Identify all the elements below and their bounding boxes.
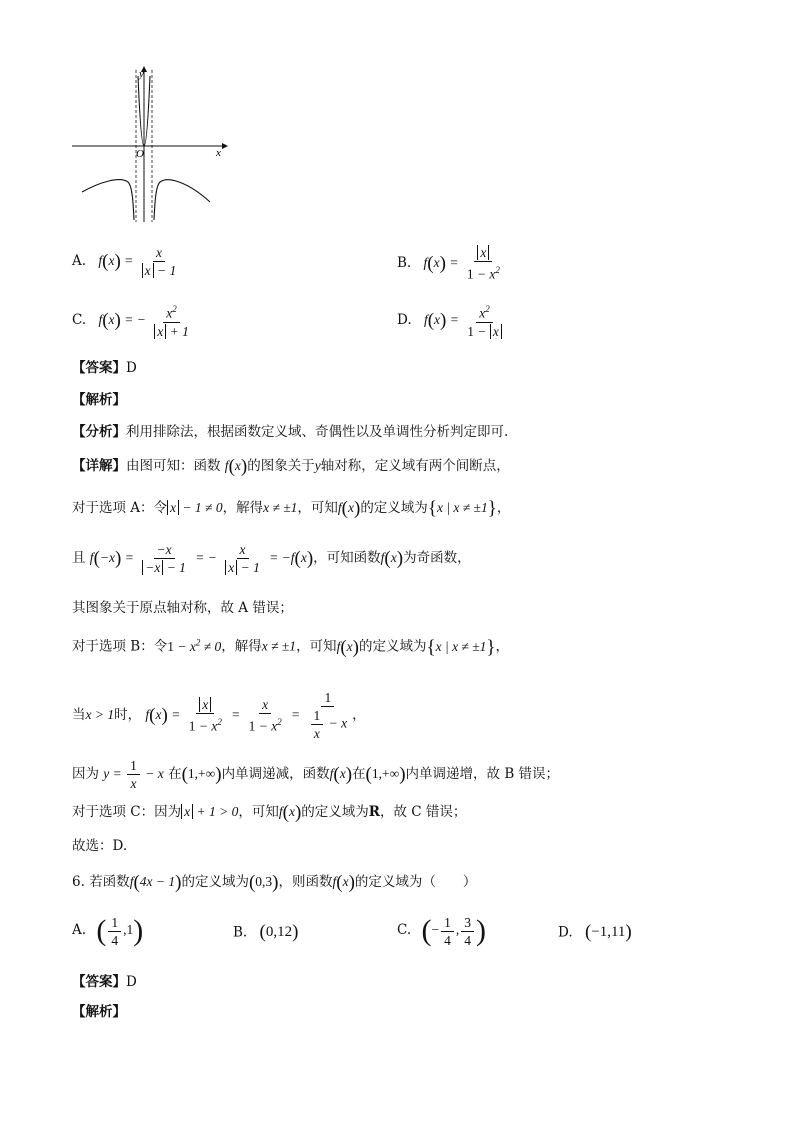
x-axis-label: x xyxy=(216,147,221,159)
q5-line-a2: 且 f(−x) = $\frac{-x}{-x - 1}$ = − $\frac{x}{x - 1}$ = −f(x)，可知函数f(x)为奇函数， xyxy=(72,542,471,575)
q6-stem: 6. 若函数f(4x − 1)的定义域为(0,3)，则函数f(x)的定义域为（ ） xyxy=(72,871,477,893)
q6-option-a[interactable]: A. ( $\frac{1}{4}$ ,1) xyxy=(72,914,144,948)
q5-line-a1: 对于选项 A：令 x − 1 ≠ 0，解得x ≠ ±1，可知f(x)的定义域为{x | x ≠ ±1}， xyxy=(72,497,511,519)
q5-line-b1: 对于选项 B：令$1 - x^2 \ne 0$，解得x ≠ ±1，可知f(x)的定义域为{x | x ≠ ±1}， xyxy=(72,636,509,658)
q6-analysis-label: 【解析】 xyxy=(72,1004,126,1020)
q5-fenxi: 【分析】利用排除法，根据函数定义域、奇偶性以及单调性分析判定即可. xyxy=(72,424,509,440)
option-c[interactable]: C. f(x) = − $\frac{x^2}{x + 1}$ xyxy=(72,304,189,339)
origin-label: O xyxy=(136,148,144,160)
function-graph xyxy=(70,64,230,224)
q6-answer: 【答案】D xyxy=(72,974,137,990)
q6-option-c[interactable]: C. (− $\frac{1}{4}$ , $\frac{3}{4}$ ) xyxy=(397,914,486,948)
q6-option-b[interactable]: B. (0,12) xyxy=(233,922,299,943)
q5-xiangjie: 【详解】由图可知：函数 f(x)的图象关于y轴对称，定义域有两个间断点， xyxy=(72,455,510,477)
q5-answer: 【答案】D xyxy=(72,360,137,376)
y-axis-label: y xyxy=(139,68,144,80)
q5-conclusion: 故选：D. xyxy=(72,838,128,854)
curve-left xyxy=(82,180,134,220)
q6-option-d[interactable]: D. (−1,11) xyxy=(558,922,632,943)
q5-line-a3: 其图象关于原点轴对称，故 A 错误； xyxy=(72,600,293,616)
q5-line-b3: 因为 y = $\frac{1}{x}$ − x 在(1,+∞)内单调递减，函数f(x)在(1,+∞)内单调递增，故 B 错误； xyxy=(72,758,560,791)
option-a[interactable]: A. f(x) = $\frac{x}{x - 1}$ xyxy=(72,245,177,278)
option-b[interactable]: B. f(x) = $\frac{x}{1 - x^2}$ xyxy=(397,245,500,282)
curve-right xyxy=(154,180,210,220)
option-d[interactable]: D. f(x) = $\frac{x^2}{1 - x}$ xyxy=(397,302,507,339)
q5-line-c: 对于选项 C：因为 x + 1 > 0，可知f(x)的定义域为R，故 C 错误； xyxy=(72,801,467,823)
x-axis-arrow xyxy=(222,143,228,149)
q5-analysis-label: 【解析】 xyxy=(72,392,126,408)
q5-line-b2: 当x > 1时， f(x) = $\frac{x}{1 - x^2}$ = $\frac{x}{1 - x^2}$ = 1 $\frac{1}{x}$ − x ， xyxy=(72,690,366,741)
